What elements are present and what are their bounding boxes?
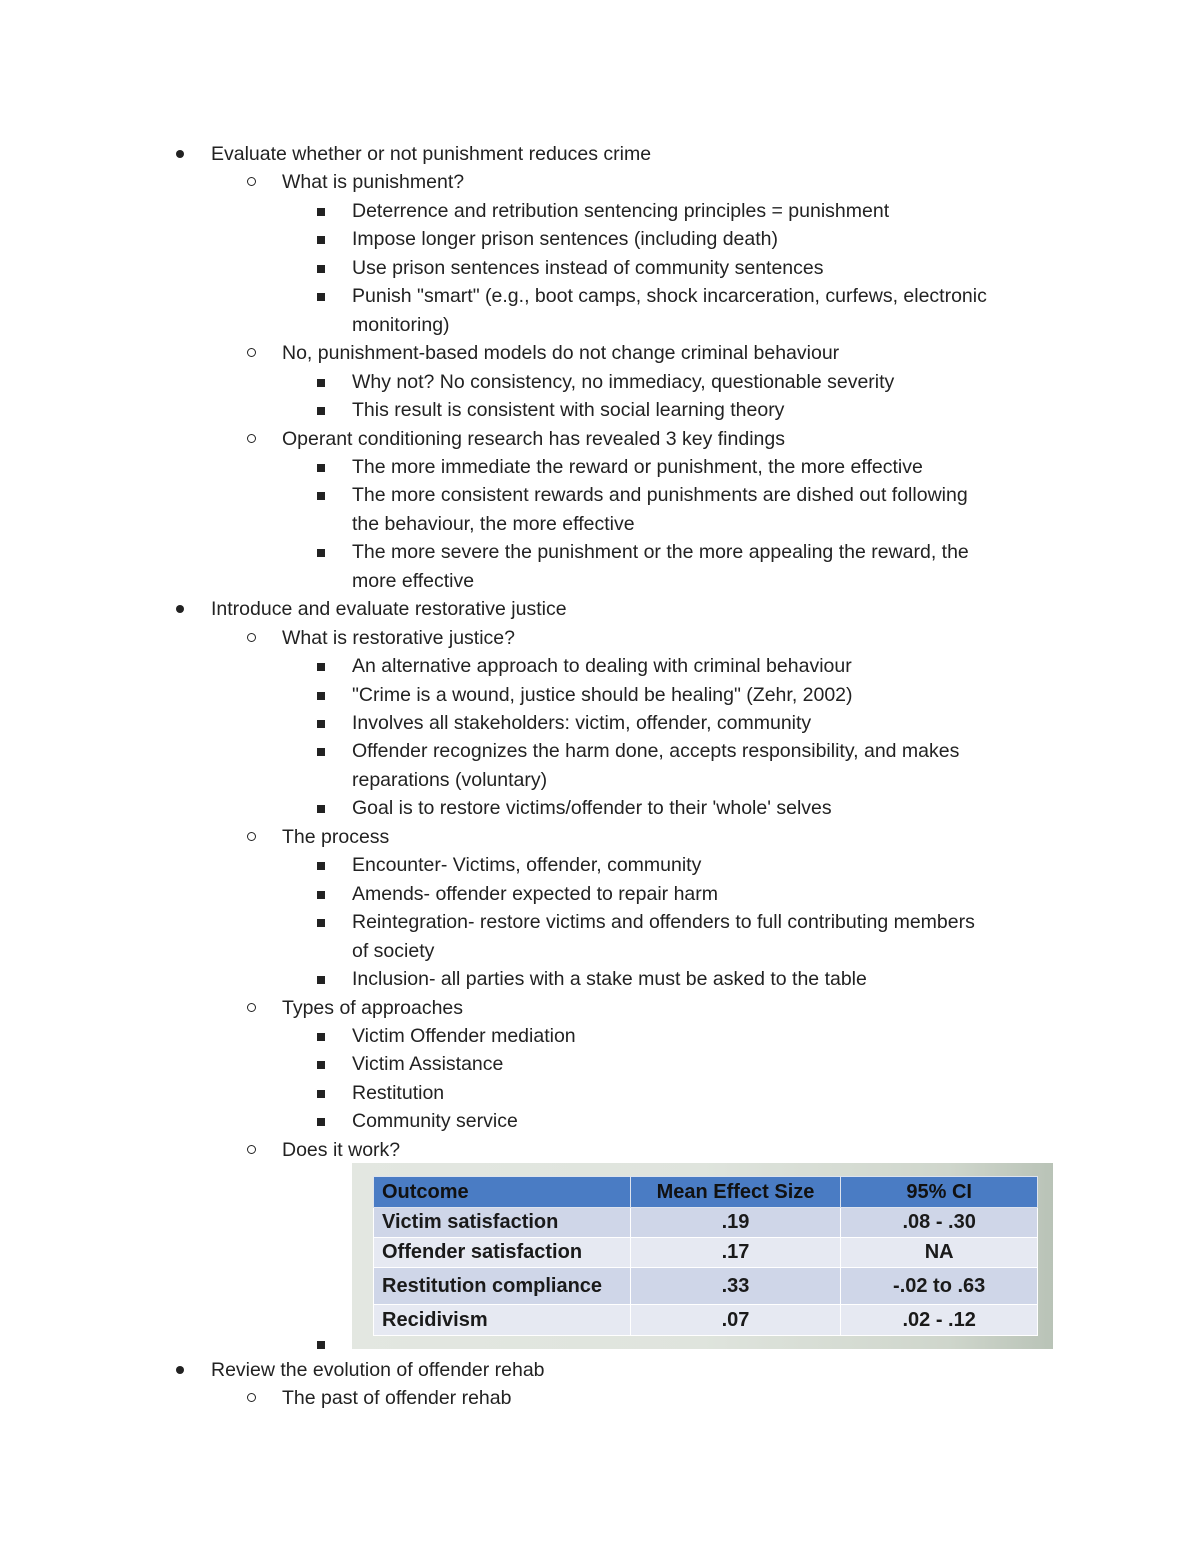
list-item [0, 737, 1200, 765]
list-item [0, 140, 1200, 168]
list-item-text: Review the evolution of offender rehab [211, 1359, 545, 1381]
table-header-cell: Mean Effect Size [630, 1177, 841, 1208]
list-item [0, 510, 1200, 538]
list-item [0, 1022, 1200, 1050]
table-cell: .19 [630, 1208, 841, 1238]
table-cell: .08 - .30 [841, 1208, 1038, 1238]
table-cell: .33 [630, 1268, 841, 1305]
list-item-text: The more severe the punishment or the more appealing the reward, the [352, 541, 969, 564]
table-row [374, 1238, 1038, 1268]
list-item-text: What is punishment? [282, 171, 465, 194]
list-item-text: Deterrence and retribution sentencing principles = punishment [352, 199, 890, 222]
effect-size-table [373, 1176, 1038, 1336]
list-item-text: Introduce and evaluate restorative justice [211, 598, 567, 621]
list-item-text: more effective [352, 569, 475, 592]
list-item [0, 453, 1200, 481]
table-cell: .07 [630, 1305, 841, 1336]
list-item-text: Amends- offender expected to repair harm [352, 882, 719, 905]
list-item [0, 766, 1200, 794]
list-item [0, 368, 1200, 396]
list-item-text: the behaviour, the more effective [352, 512, 635, 535]
list-item-text: An alternative approach to dealing with criminal behaviour [352, 655, 852, 678]
list-item [0, 1050, 1200, 1078]
list-item-text: This result is consistent with social learning theory [352, 399, 785, 422]
list-item [0, 965, 1200, 993]
effect-size-table-image [352, 1163, 1053, 1349]
list-item [0, 908, 1200, 936]
list-item [0, 168, 1200, 196]
list-item-text: The more consistent rewards and punishments are dished out following [352, 484, 968, 507]
list-item-text: Community service [352, 1110, 518, 1133]
list-item [0, 396, 1200, 424]
list-item [0, 339, 1200, 367]
list-item [0, 880, 1200, 908]
table-cell: Offender satisfaction [374, 1238, 631, 1268]
list-item-text: Does it work? [282, 1138, 401, 1161]
list-item [0, 851, 1200, 879]
table-cell: -.02 to .63 [841, 1268, 1038, 1305]
table-cell: NA [841, 1238, 1038, 1268]
list-item [0, 538, 1200, 566]
list-item [0, 1136, 1200, 1164]
list-item-text: reparations (voluntary) [352, 768, 548, 791]
table-header-cell: Outcome [374, 1177, 631, 1208]
list-item [0, 1107, 1200, 1135]
list-item [0, 197, 1200, 225]
list-item-text: Restitution [352, 1081, 445, 1104]
list-item [0, 567, 1200, 595]
list-item [0, 425, 1200, 453]
list-item-text: "Crime is a wound, justice should be healing" (Zehr, 2002) [352, 683, 853, 706]
table-row [374, 1208, 1038, 1238]
list-item [0, 311, 1200, 339]
table-cell: Restitution compliance [374, 1268, 631, 1305]
table-header-row [374, 1177, 1038, 1208]
list-item [0, 937, 1200, 965]
list-item-text: Why not? No consistency, no immediacy, questionable severity [352, 370, 895, 393]
list-item [0, 823, 1200, 851]
list-item-text: Victim Offender mediation [352, 1024, 576, 1047]
list-item-text: Goal is to restore victims/offender to their 'whole' selves [352, 797, 832, 820]
table-cell: .02 - .12 [841, 1305, 1038, 1336]
table-header-cell: 95% CI [841, 1177, 1038, 1208]
list-item-text: The more immediate the reward or punishment, the more effective [352, 455, 923, 478]
list-item [0, 624, 1200, 652]
list-item [0, 709, 1200, 737]
list-item-text: Involves all stakeholders: victim, offender, community [352, 712, 812, 734]
list-item [0, 481, 1200, 509]
table-row [374, 1305, 1038, 1336]
list-item [0, 681, 1200, 709]
list-item-text: Encounter- Victims, offender, community [352, 854, 702, 877]
list-item [0, 1330, 400, 1358]
list-item [0, 282, 1200, 310]
list-item [0, 1356, 1200, 1384]
list-item-text: Reintegration- restore victims and offenders to full contributing members [352, 911, 975, 934]
list-item-text: Offender recognizes the harm done, accepts responsibility, and makes [352, 740, 960, 763]
list-item [0, 994, 1200, 1022]
list-item-text: of society [352, 939, 435, 962]
list-item [0, 1079, 1200, 1107]
table-row [374, 1268, 1038, 1305]
list-item [0, 225, 1200, 253]
list-item-text: What is restorative justice? [282, 626, 516, 649]
table-cell: Victim satisfaction [374, 1208, 631, 1238]
table-cell: .17 [630, 1238, 841, 1268]
list-item-text: No, punishment-based models do not change criminal behaviour [282, 342, 840, 365]
list-item-text: Types of approaches [282, 996, 464, 1019]
list-item-text: The process [282, 825, 390, 848]
list-item-text: Victim Assistance [352, 1053, 504, 1076]
list-item-text: Operant conditioning research has revealed 3 key findings [282, 427, 785, 450]
list-item [0, 595, 1200, 623]
list-item [0, 652, 1200, 680]
list-item-text: Impose longer prison sentences (including death) [352, 228, 779, 251]
list-item [0, 794, 1200, 822]
list-item [0, 1384, 1200, 1412]
list-item-text: Inclusion- all parties with a stake must be asked to the table [352, 968, 867, 991]
list-item-text: monitoring) [352, 313, 450, 336]
list-item-text: The past of offender rehab [282, 1387, 512, 1410]
list-item-text: Use prison sentences instead of community sentences [352, 256, 824, 279]
table-cell: Recidivism [374, 1305, 631, 1336]
list-item-text: Punish "smart" (e.g., boot camps, shock incarceration, curfews, electronic [352, 285, 987, 308]
list-item [0, 254, 1200, 282]
list-item-text: Evaluate whether or not punishment reduces crime [211, 143, 652, 165]
